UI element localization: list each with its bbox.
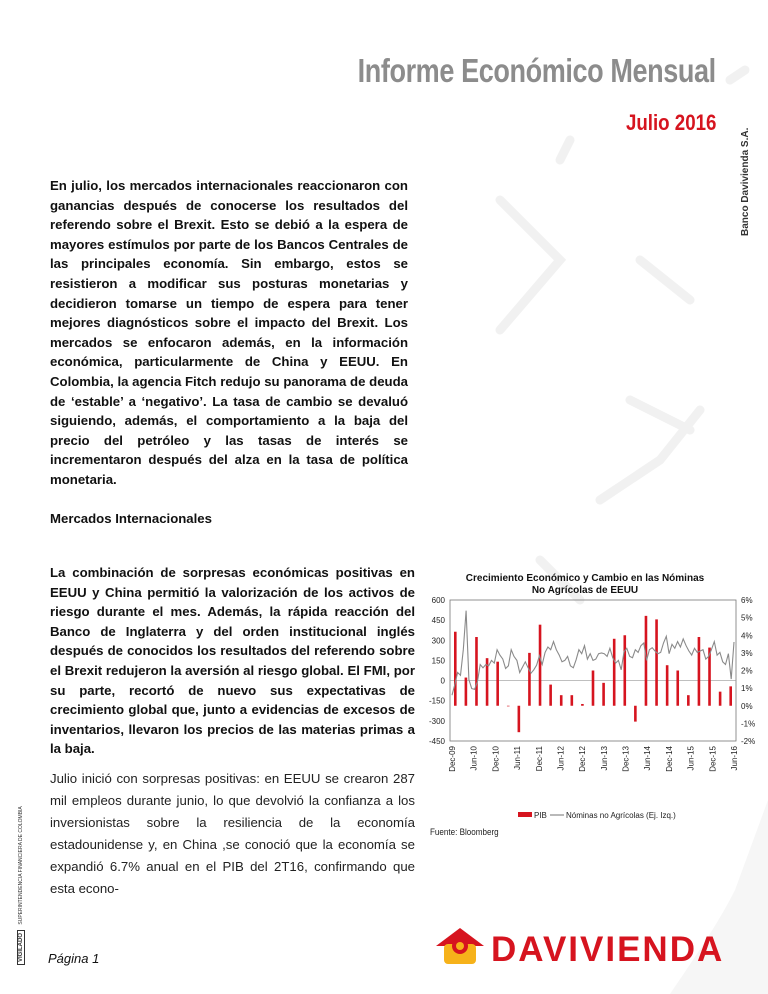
x-axis-tick: Dec-15	[708, 746, 718, 772]
gdp-bar	[507, 706, 510, 707]
left-axis-tick: 600	[431, 596, 445, 605]
right-axis-tick: 2%	[741, 666, 753, 676]
gdp-bar	[581, 704, 584, 706]
x-axis-tick: Jun-14	[643, 746, 653, 771]
gdp-bar	[698, 637, 701, 706]
gdp-bar	[539, 625, 542, 706]
right-axis-tick: 5%	[741, 613, 753, 623]
legend-payrolls-label: Nóminas no Agrícolas (Ej. Izq.)	[566, 811, 676, 820]
left-axis-tick: -150	[428, 696, 445, 706]
x-axis-tick: Jun-11	[513, 746, 523, 770]
section-heading: Mercados Internacionales	[50, 511, 212, 526]
gdp-bar	[465, 678, 468, 706]
right-axis-tick: -2%	[741, 737, 756, 746]
gdp-bar	[729, 686, 732, 705]
davivienda-logo: DAVIVIENDA	[491, 930, 725, 969]
x-axis-tick: Jun-12	[556, 746, 566, 771]
x-axis-tick: Dec-09	[448, 746, 457, 772]
left-axis-tick: -300	[428, 716, 445, 726]
page-number: Página 1	[48, 951, 100, 966]
vigilado-seal	[17, 806, 25, 965]
gdp-bar	[655, 619, 658, 705]
left-axis-tick: 0	[440, 676, 445, 686]
x-axis-tick: Jun-13	[599, 746, 609, 771]
x-axis-tick: Dec-10	[491, 746, 501, 772]
vigilado-label: VIGILADO	[17, 930, 25, 965]
legend-gdp-label: PIB	[534, 811, 547, 820]
x-axis-tick: Dec-11	[534, 746, 544, 772]
x-axis-tick: Dec-14	[664, 746, 674, 772]
gdp-bar	[592, 671, 595, 706]
gdp-bar	[496, 662, 499, 706]
chart-source: Fuente: Bloomberg	[430, 827, 499, 838]
gdp-bar	[687, 695, 690, 706]
left-axis-tick: 450	[431, 616, 445, 626]
gdp-bar	[634, 706, 637, 722]
gdp-bar	[571, 695, 574, 706]
gdp-payrolls-chart	[418, 592, 768, 827]
body-paragraph-bold: La combinación de sorpresas económicas positivas en EEUU y China permitió la valorización de los activos de riesgo durante el mes. Además, la rápida reacción del Banco de Inglaterra y del orden institucional inglés después de conocidos los resultados del referendo sobre el Brexit redujeron la aversión al riesgo global. El FMI, por su parte, recortó de nuevo sus expectativas de crecimiento global que, junto a evidencias de excesos de inventarios, llevaron los precios de las materias primas a la baja.	[50, 565, 415, 757]
gdp-bar	[560, 695, 563, 706]
x-axis-tick: Dec-12	[578, 746, 588, 772]
gdp-bar	[676, 671, 679, 706]
gdp-bar	[602, 683, 605, 706]
x-axis-tick: Jun-15	[686, 746, 696, 771]
gdp-bar	[645, 616, 648, 706]
x-axis-tick: Dec-13	[621, 746, 631, 772]
gdp-bar	[613, 639, 616, 706]
right-axis-tick: 6%	[741, 596, 753, 605]
gdp-bar	[549, 685, 552, 706]
gdp-bar	[666, 665, 669, 706]
body-paragraph: Julio inició con sorpresas positivas: en EEUU se crearon 287 mil empleos durante junio, lo que devolvió la confianza a los inversionistas sobre la resiliencia de la economía estadounidense y, en China ,se conoció que la economía se expandió 6.7% anual en el PIB del 2T16, confirmando que esta econo-	[50, 771, 415, 896]
bank-vertical-label: Banco Davivienda S.A.	[740, 127, 751, 236]
legend-gdp-swatch	[518, 812, 532, 817]
gdp-bar	[475, 637, 478, 706]
right-axis-tick: -1%	[741, 719, 756, 729]
x-axis-tick: Jun-10	[469, 746, 479, 771]
report-title: Informe Económico Mensual	[357, 52, 716, 89]
right-axis-tick: 3%	[741, 648, 753, 658]
right-axis-tick: 0%	[741, 701, 753, 711]
left-axis-tick: 150	[431, 656, 445, 666]
gdp-bar	[518, 706, 521, 732]
gdp-bar	[454, 632, 457, 706]
left-axis-tick: 300	[431, 636, 445, 646]
right-axis-tick: 4%	[741, 631, 753, 641]
intro-paragraph: En julio, los mercados internacionales reaccionaron con ganancias después de conocerse los resultados del referendo sobre el Brexit. Esto se debió a la espera de mayores estímulos por parte de los Bancos Centrales de las principales economía. Sin embargo, estos se resistieron a modificar sus posturas monetarias y decidieron tomarse un tiempo de espera para tener mejores diagnósticos sobre el impacto del Brexit. Los mercados se enfocaron además, en la información económica, particularmente de China y EEUU. En Colombia, la agencia Fitch redujo su panorama de deuda de ‘estable’ a ‘negativo’. La tasa de cambio se devaluó siguiendo, además, el comportamiento a la baja del precio del petróleo y las tasas de interés se incrementaron después del alza en la tasa de política monetaria.	[50, 178, 408, 487]
davivienda-house-logo-icon	[432, 924, 488, 968]
x-axis-tick: Jun-16	[730, 746, 739, 771]
gdp-bar	[528, 653, 531, 706]
report-date: Julio 2016	[625, 110, 716, 135]
right-axis-tick: 1%	[741, 684, 753, 694]
left-axis-tick: -450	[428, 737, 445, 746]
chart-title: Crecimiento Económico y Cambio en las Nóminas No Agrícolas de EEUU	[465, 573, 705, 596]
superintendencia-label: SUPERINTENDENCIA FINANCIERA DE COLOMBIA	[18, 806, 24, 925]
gdp-bar	[719, 692, 722, 706]
gdp-bar	[623, 635, 626, 706]
